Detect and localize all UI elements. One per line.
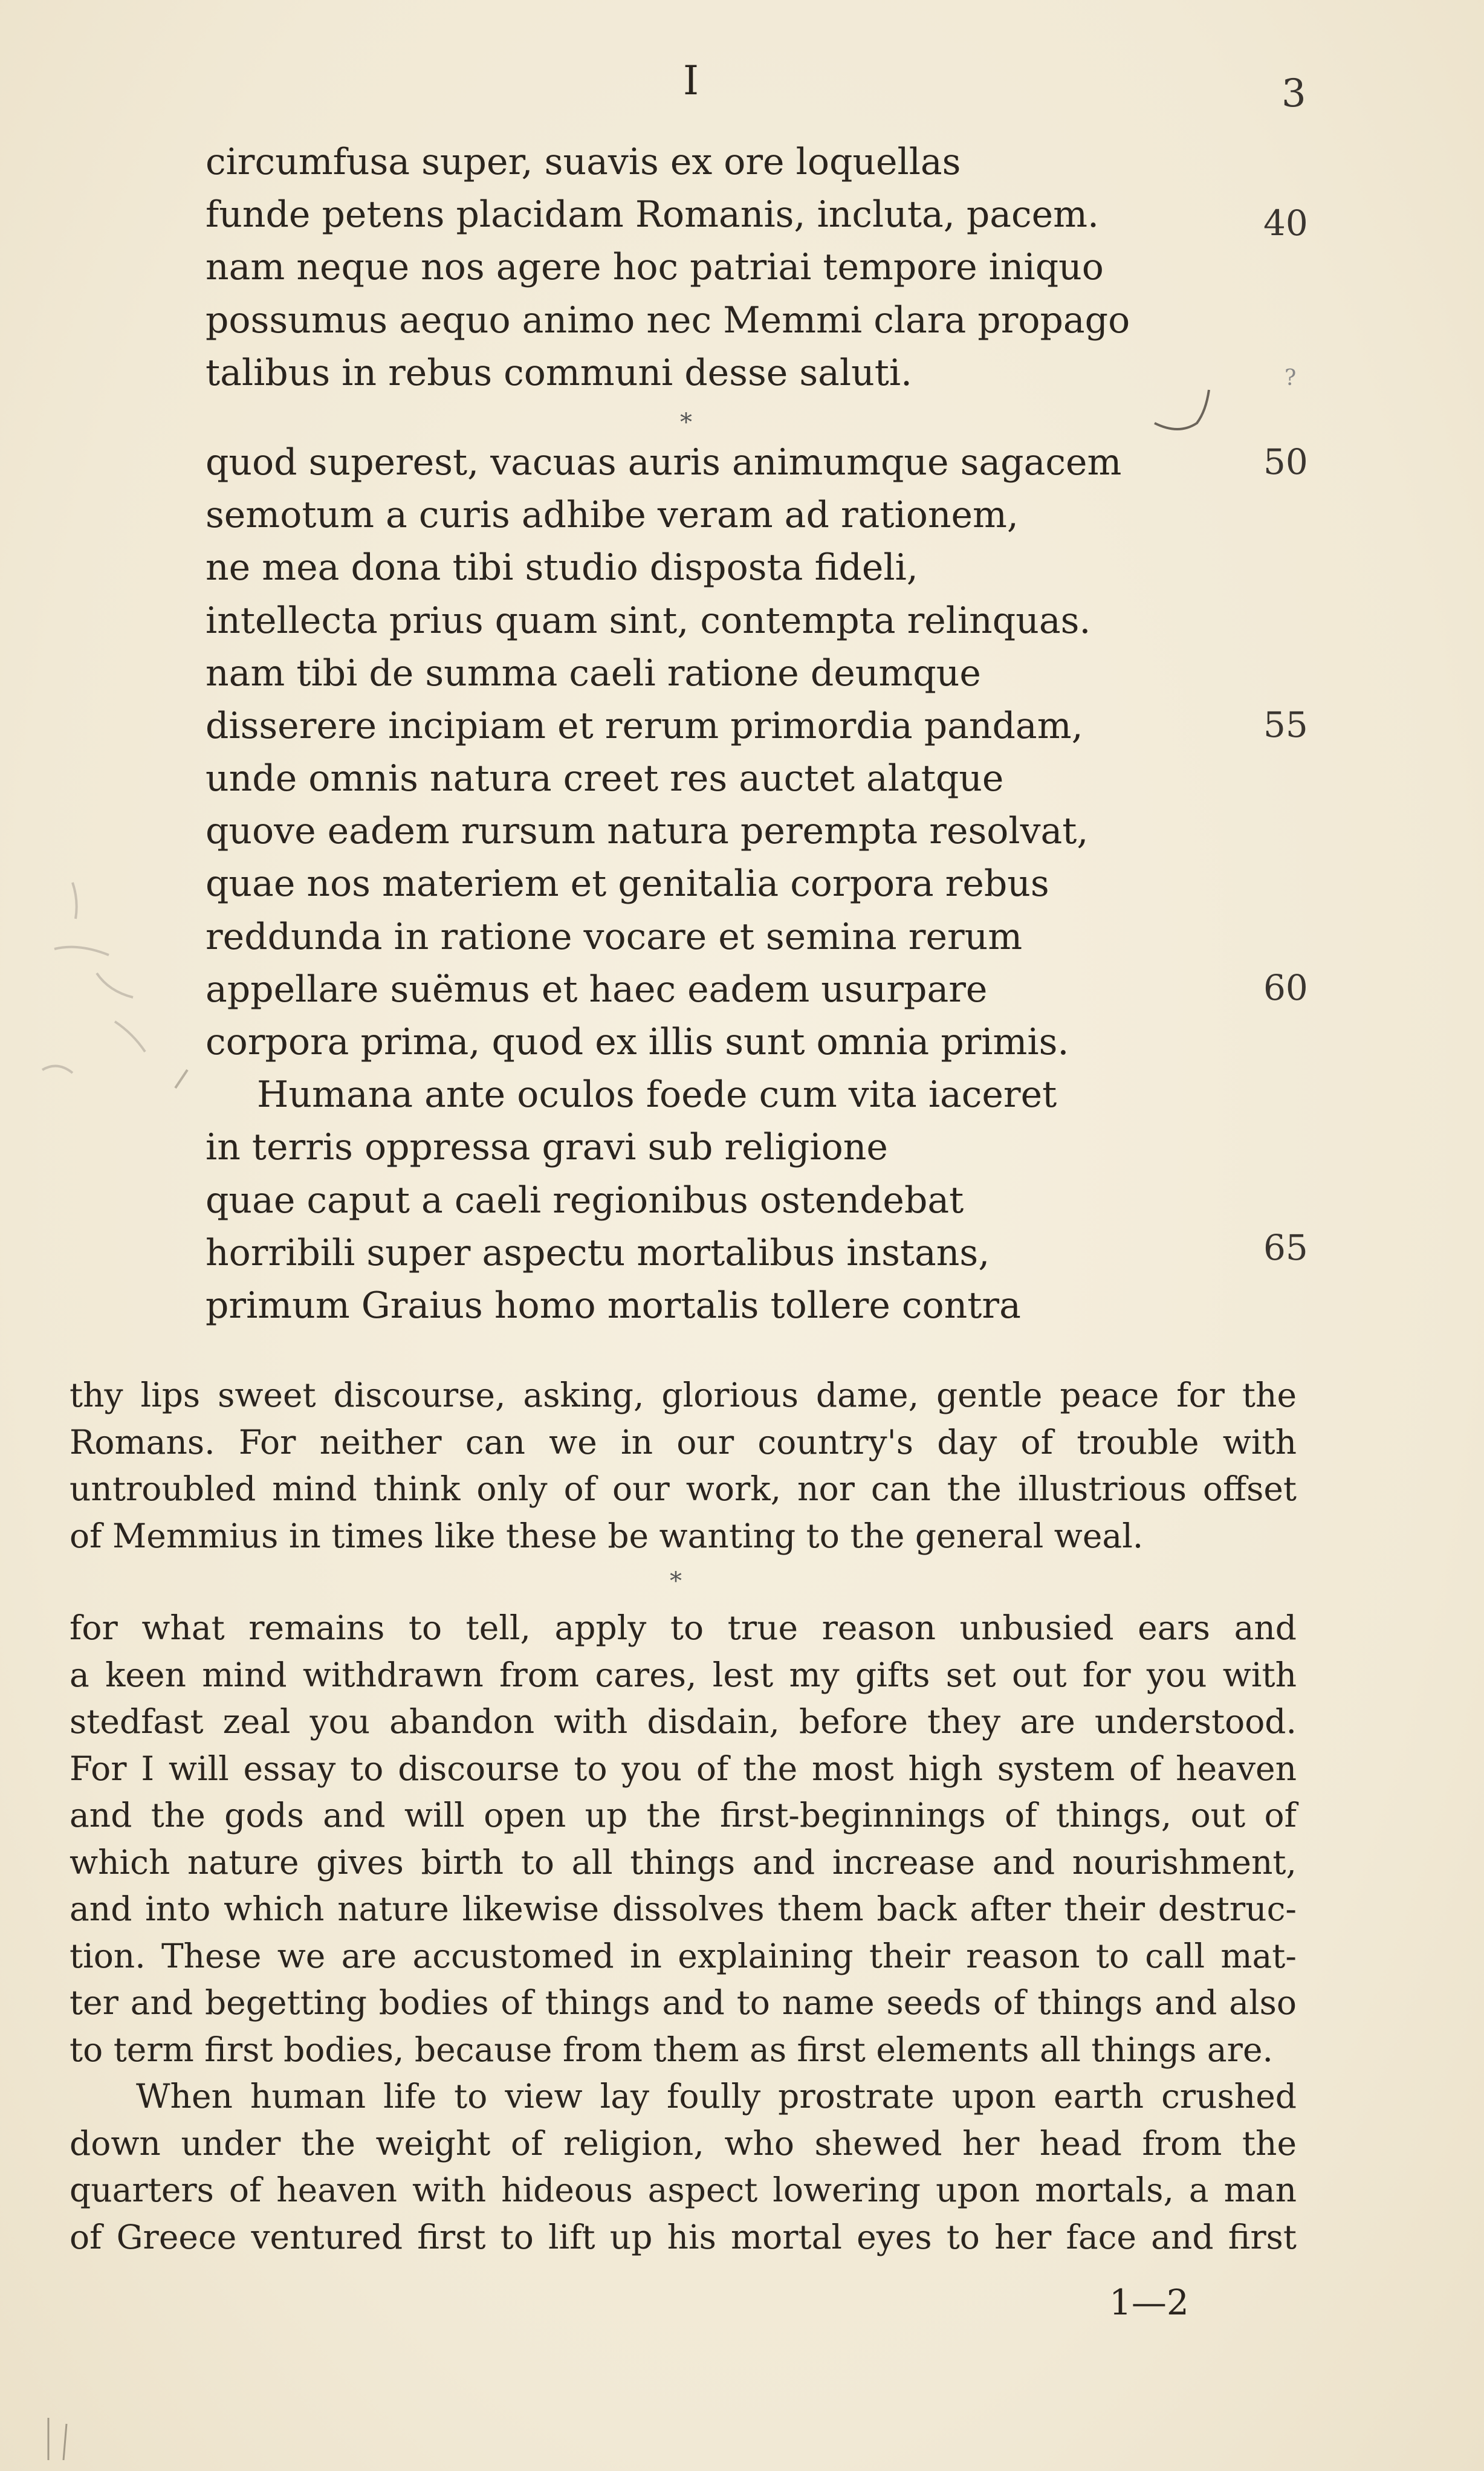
english-paragraph-1 xyxy=(70,1372,1297,1559)
page-number: 3 xyxy=(1281,71,1306,116)
prose-line: tion. These we are accustomed in explaining their reason to call mat- xyxy=(70,1936,1297,1975)
verse-line: nam neque nos agere hoc patriai tempore iniquo xyxy=(206,246,1104,289)
latin-verse xyxy=(206,136,1233,1332)
prose-line: quarters of heaven with hideous aspect lowering upon mortals, a man xyxy=(70,2171,1297,2209)
verse-line: ne mea dona tibi studio disposta fideli, xyxy=(206,546,918,589)
verse-line: nam tibi de summa caeli ratione deumque xyxy=(206,652,981,695)
prose-line: to term first bodies, because from them as first elements all things are. xyxy=(70,2030,1273,2069)
stanza-gap xyxy=(206,400,1233,436)
verse-line: Humana ante oculos foede cum vita iaceret xyxy=(257,1074,1057,1116)
verse-line: appellare suëmus et haec eadem usurpare xyxy=(206,968,988,1011)
verse-line: quod superest, vacuas auris animumque sagacem xyxy=(206,441,1122,484)
line-number-40: 40 xyxy=(1263,202,1308,244)
prose-line: thy lips sweet discourse, asking, glorious dame, gentle peace for the xyxy=(70,1376,1297,1414)
prose-line: for what remains to tell, apply to true reason unbusied ears and xyxy=(70,1608,1297,1647)
verse-line: in terris oppressa gravi sub religione xyxy=(206,1126,888,1169)
prose-line: and the gods and will open up the first-beginnings of things, out of xyxy=(70,1796,1297,1835)
english-paragraph-3 xyxy=(70,2073,1297,2261)
line-number-55: 55 xyxy=(1263,704,1308,745)
page-edge-mark-icon xyxy=(36,2412,85,2466)
pencil-annotation-icon xyxy=(0,870,199,1124)
prose-line: untroubled mind think only of our work, nor can the illustrious offset xyxy=(70,1469,1297,1508)
prose-line: Romans. For neither can we in our country's day of trouble with xyxy=(70,1422,1297,1462)
pencil-bracket-icon xyxy=(1149,387,1221,435)
english-translation xyxy=(70,1372,1297,2261)
verse-line: reddunda in ratione vocare et semina rerum xyxy=(206,915,1023,958)
verse-line: intellecta prius quam sint, contempta relinquas. xyxy=(206,599,1091,642)
verse-line: unde omnis natura creet res auctet alatque xyxy=(206,757,1004,800)
line-number-50: 50 xyxy=(1263,441,1308,482)
verse-line: circumfusa super, suavis ex ore loquellas xyxy=(206,141,961,183)
verse-line: horribili super aspectu mortalibus instans, xyxy=(206,1231,990,1274)
verse-line: quove eadem rursum natura perempta resolvat, xyxy=(206,810,1089,853)
verse-line: corpora prima, quod ex illis sunt omnia primis. xyxy=(206,1021,1069,1063)
verse-line: funde petens placidam Romanis, incluta, pacem. xyxy=(206,193,1100,236)
prose-line: of Greece ventured first to lift up his mortal eyes to her face and first xyxy=(70,2217,1297,2256)
latin-lacuna-asterisk: * xyxy=(680,409,692,436)
prose-line: and into which nature likewise dissolves them back after their destruc- xyxy=(70,1890,1297,1928)
prose-line: down under the weight of religion, who shewed her head from the xyxy=(70,2123,1297,2163)
english-lacuna-asterisk: * xyxy=(670,1567,682,1595)
verse-line: talibus in rebus communi desse saluti. xyxy=(206,351,913,394)
prose-line: When human life to view lay foully prostrate upon earth crushed xyxy=(136,2077,1297,2116)
latin-stanza-1 xyxy=(206,136,1233,400)
latin-stanza-2 xyxy=(206,436,1233,1332)
verse-line: disserere incipiam et rerum primordia pandam, xyxy=(206,704,1083,747)
prose-line: of Memmius in times like these be wanting to the general weal. xyxy=(70,1516,1144,1555)
prose-line: which nature gives birth to all things and increase and nourishment, xyxy=(70,1842,1297,1882)
margin-query-mark: ? xyxy=(1285,366,1297,390)
prose-line: ter and begetting bodies of things and to name seeds of things and also xyxy=(70,1983,1297,2022)
verse-line: semotum a curis adhibe veram ad rationem, xyxy=(206,494,1019,537)
verse-line: primum Graius homo mortalis tollere contra xyxy=(206,1284,1021,1327)
line-number-60: 60 xyxy=(1263,967,1308,1008)
verse-line: quae caput a caeli regionibus ostendebat xyxy=(206,1179,964,1222)
prose-line: For I will essay to discourse to you of the most high system of heaven xyxy=(70,1749,1297,1788)
prose-line: a keen mind withdrawn from cares, lest my gifts set out for you with xyxy=(70,1655,1297,1694)
prose-line: stedfast zeal you abandon with disdain, before they are understood. xyxy=(70,1702,1297,1741)
signature-mark: 1—2 xyxy=(1109,2282,1189,2323)
line-number-65: 65 xyxy=(1263,1227,1308,1268)
english-paragraph-2 xyxy=(70,1605,1297,2073)
paragraph-gap xyxy=(70,1559,1297,1605)
verse-line: quae nos materiem et genitalia corpora rebus xyxy=(206,863,1049,905)
section-numeral: I xyxy=(683,57,701,104)
verse-line: possumus aequo animo nec Memmi clara propago xyxy=(206,299,1130,342)
